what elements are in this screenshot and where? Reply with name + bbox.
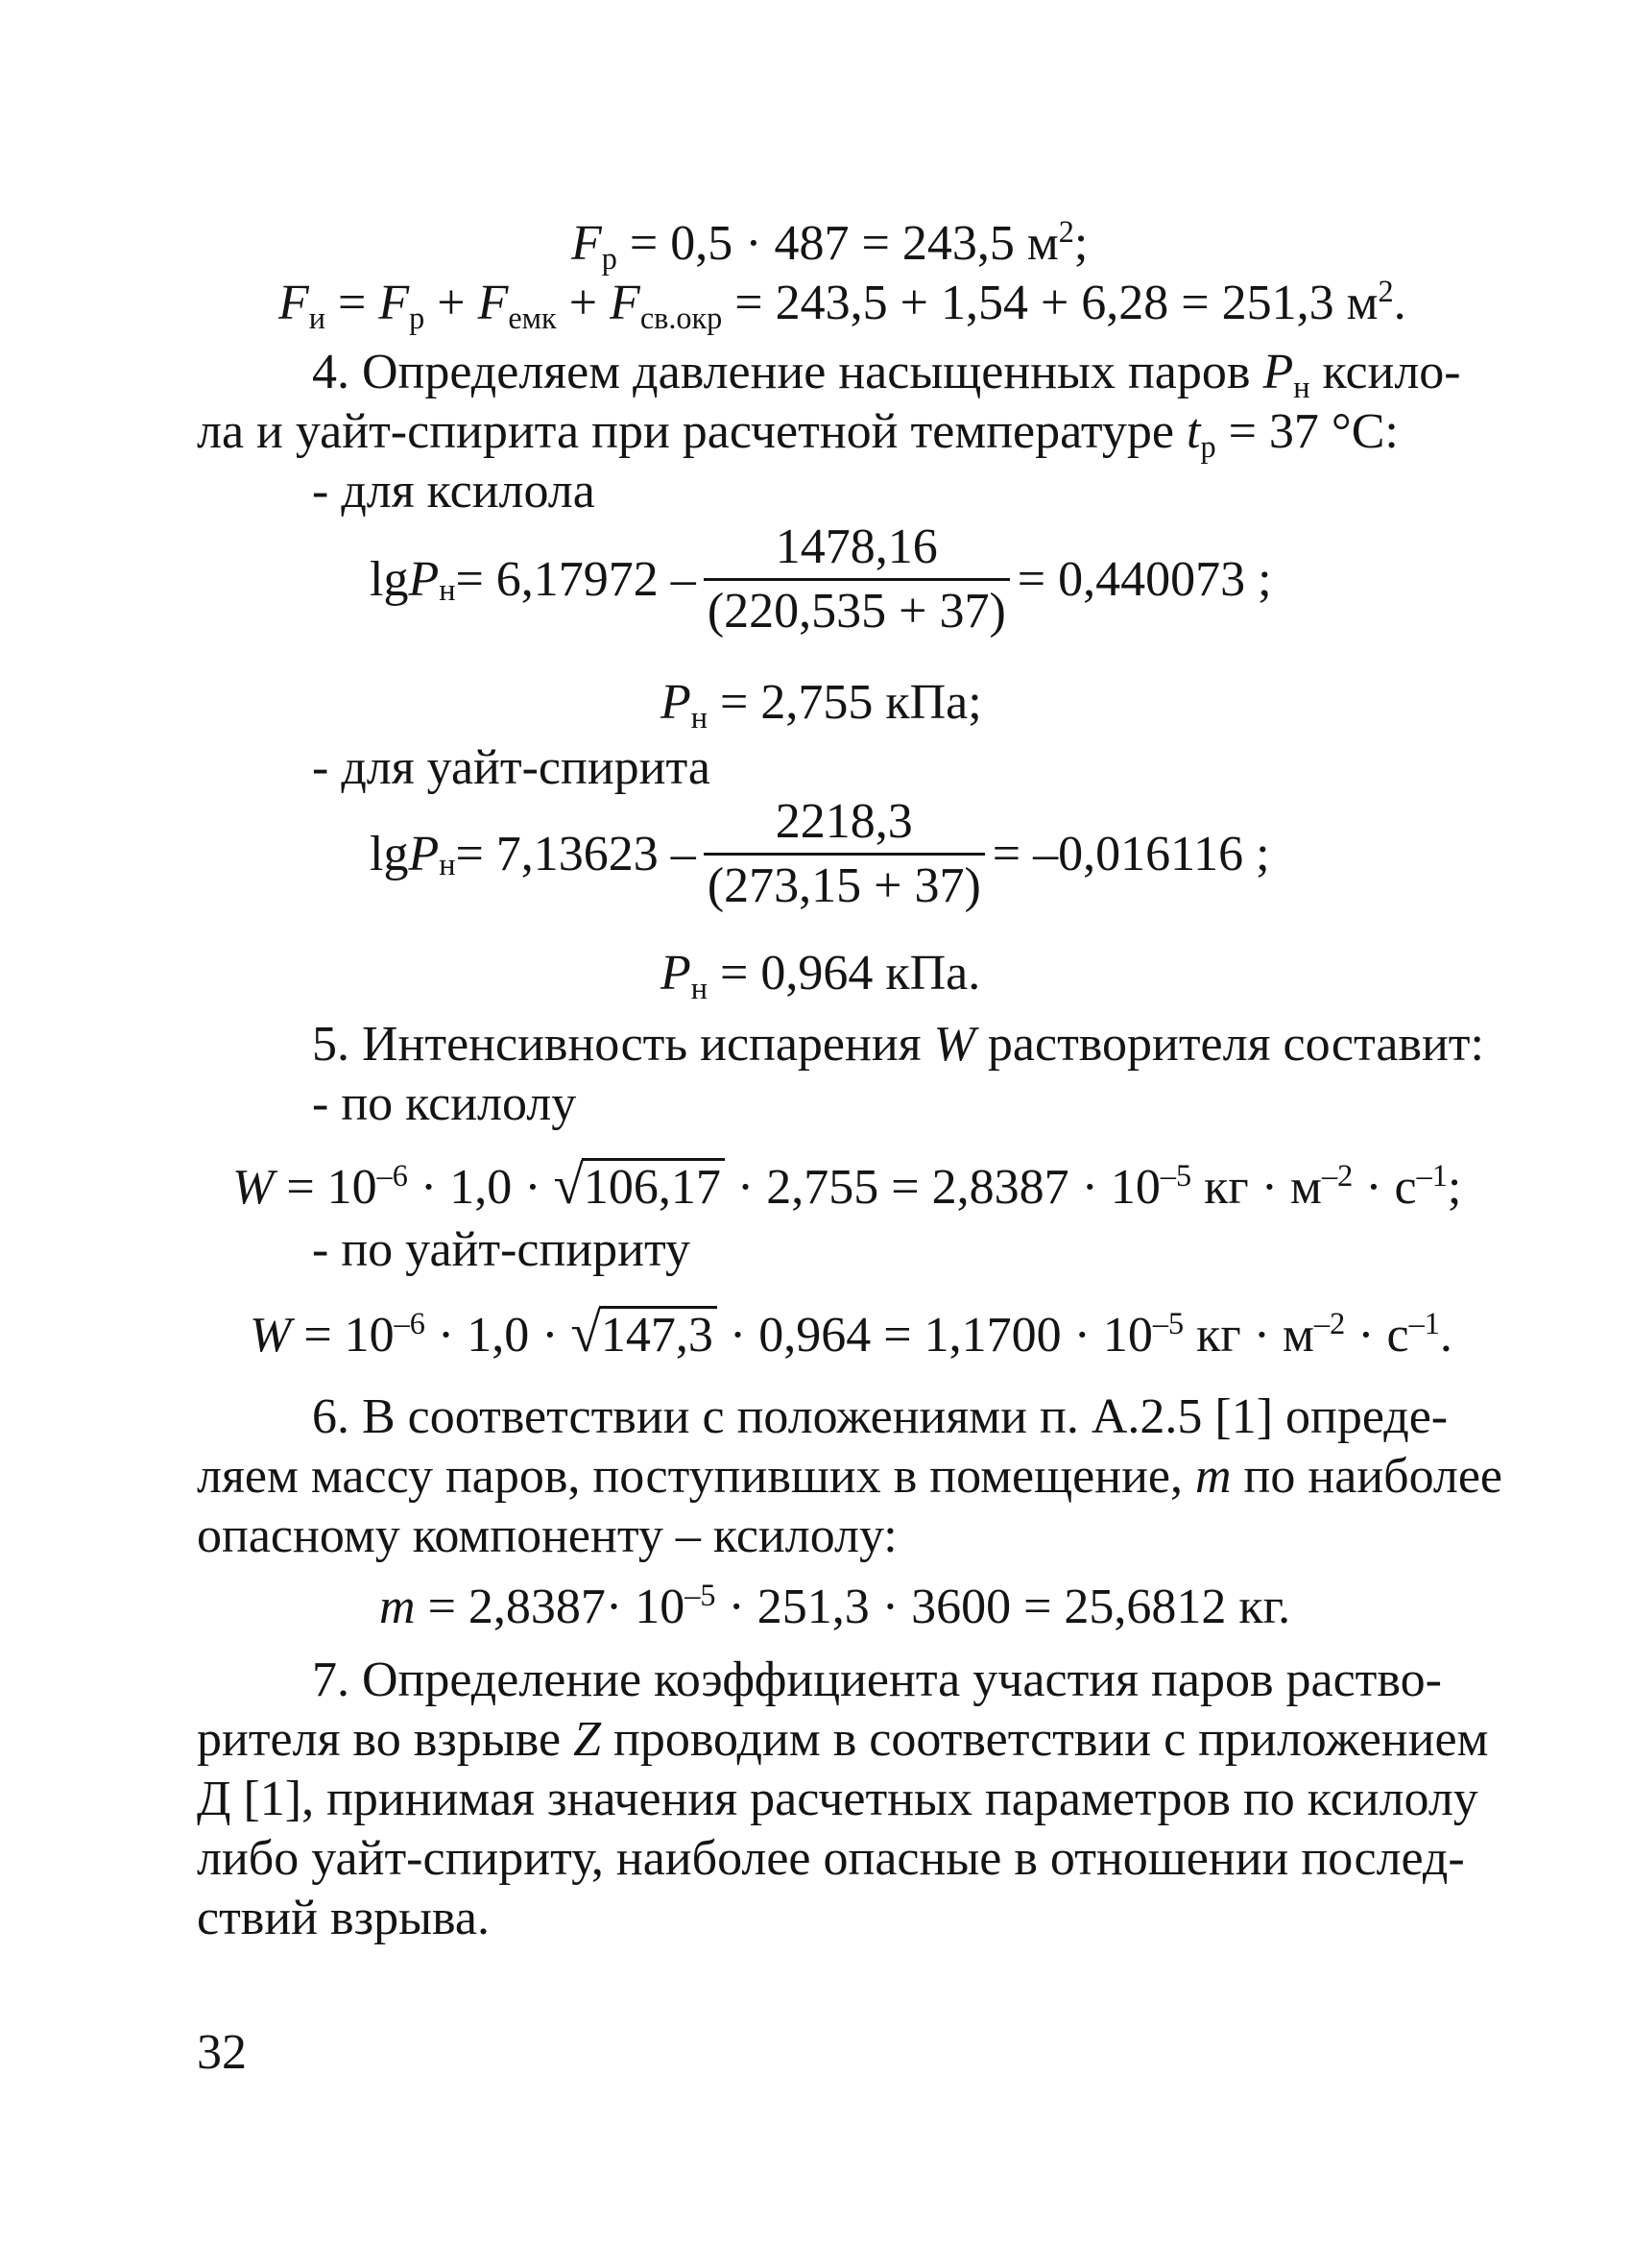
var-f: F — [571, 216, 602, 271]
paragraph-7-line-2: рителя во взрыве Z проводим в соответствии с приложением — [197, 1712, 1489, 1767]
equation-w-xylene: $W = 10^{-6} \cdot 1,0$ · √ 106,17 · $2,755 = 2,8387 \cdot 10^{-5}$ кг · $м^{-2} \cdot с^{-1}$; — [232, 1155, 1462, 1216]
equation-p-xylene: Pн = 2,755 кПа; — [660, 675, 982, 736]
paragraph-4-line-2: ла и уайт-спирита при расчетной температуре tр = 37 °С: — [197, 404, 1399, 465]
label-by-xylene: - по ксилолу — [312, 1076, 577, 1131]
equation-lg-white-spirit: lg P н = 7,13623 – $\frac{2218,3}{(273,15 + 37)}$ = –0,016116 ; — [370, 794, 1270, 913]
equation-fr: Fр = 0,5 · 487 = 243,5 $м^2$; — [571, 214, 1089, 277]
paragraph-7-line-1: 7. Определение коэффициента участия паров раство- — [312, 1653, 1442, 1707]
sqrt-xylene: √ 106,17 — [554, 1158, 725, 1213]
fraction-white-spirit: $\frac{2218,3}{(273,15 + 37)}$ — [704, 797, 985, 911]
equation-m: $m = 2,8387\cdot 10^{-5} \cdot 251,3 \cdot 3600 = 25,6812$ кг. — [379, 1578, 1291, 1634]
sqrt-white-spirit: √ 147,3 — [571, 1306, 717, 1361]
paragraph-6-line-1: 6. В соответствии с положениями п. А.2.5 [1] опреде- — [312, 1389, 1449, 1444]
equation-p-white-spirit: Pн = 0,964 кПа. — [660, 946, 981, 1006]
paragraph-6-line-2: ляем массу паров, поступивших в помещение, m по наиболее — [197, 1449, 1502, 1504]
label-xylene: - для ксилола — [312, 464, 595, 519]
page-number: 32 — [197, 2025, 247, 2080]
equation-fi: Fи = Fр + Fемк + Fсв.окр = 243,5 + 1,54 + 6,28 = 251,3 $м^2$. — [278, 274, 1406, 336]
equation-w-white-spirit: $W = 10^{-6} \cdot 1,0$ · √ 147,3 · $0,964 = 1,1700 \cdot 10^{-5}$ кг · $м^{-2} \cdot с^{-1}$. — [250, 1303, 1452, 1363]
paragraph-4-line-1: 4. Определяем давление насыщенных паров Pн ксило- — [312, 345, 1461, 405]
paragraph-5-line-1: 5. Интенсивность испарения W растворителя составит: — [312, 1017, 1484, 1072]
fraction-xylene: $\frac{1478,16}{(220,535 + 37)}$ — [704, 522, 1010, 637]
label-by-white-spirit: - по уайт-спириту — [312, 1222, 691, 1277]
paragraph-7-line-3: Д [1], принимая значения расчетных параметров по ксилолу — [197, 1772, 1478, 1826]
paragraph-7-line-4: либо уайт-спириту, наиболее опасные в отношении послед- — [197, 1831, 1465, 1886]
paragraph-6-line-3: опасному компоненту – ксилолу: — [197, 1508, 898, 1563]
label-white-spirit: - для уайт-спирита — [312, 740, 710, 795]
paragraph-7-line-5: ствий взрыва. — [197, 1891, 490, 1945]
equation-lg-xylene: lg P н = 6,17972 – $\frac{1478,16}{(220,535 + 37)}$ = 0,440073 ; — [370, 519, 1272, 639]
